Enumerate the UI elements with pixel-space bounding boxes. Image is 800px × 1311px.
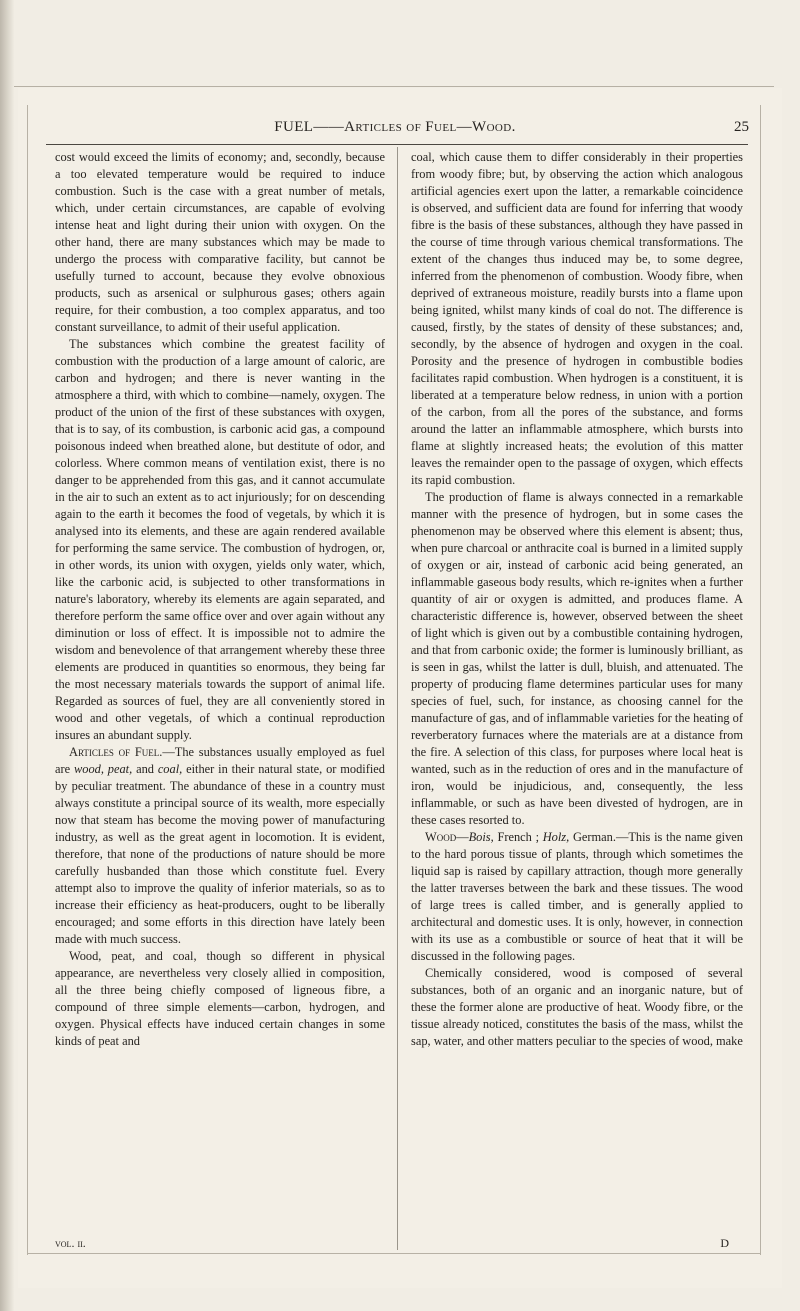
book-binding-shadow — [0, 0, 14, 1311]
header-separator: — — [456, 119, 473, 135]
paragraph: coal, which cause them to differ considerably in their properties from woody fibre; but, by observing the action which analogous artificial agencies exert upon the latter, a remarkable coincidence is observed, and sufficient data are found for inferring that woody fibre is the basis of these substances, although they have passed in the course of time through various chemical transformations. The extent of the changes thus induced may be, to some degree, inferred from the phenomenon of combustion. Woody fibre, when deprived of extraneous moisture, readily bursts into a flame upon being ignited, whilst many kinds of coal do not. The difference is caused, firstly, by the states of density of these substances; and, secondly, by the absence of hydrogen and oxygen in the coal. Porosity and the presence of hydrogen in combustible bodies facilitates rapid combustion. When hydrogen is a constituent, it is liberated at a temperature below redness, in union with a portion of the carbon, from all the pores of the substance, and forms around the latter an inflammable atmosphere, which bursts into flame at slightly increased heats; the evolution of this matter leaves the remainder open to the passage of oxygen, which effects its rapid combustion. — [411, 150, 743, 487]
paragraph: Chemically considered, wood is composed of several substances, both of an organic and an inorganic nature, but of these the former alone are productive of heat. Woody fibre, or the tissue already noticed, constitutes the basis of the mass, whilst the sap, water, and other matters peculiar to the species of wood, make — [411, 966, 743, 1048]
text-run: German.—This is the name given to the hard porous tissue of plants, through which sometimes the liquid sap is raised by capillary attraction, though more generally the latter traverses between the bark and these tissues. The wood of large trees is called timber, and is generally applied to architectural and domestic uses. It is only, however, in connection with its use as a combustible or source of heat that it will be discussed in the following pages. — [411, 830, 743, 963]
signature-mark: D — [720, 1236, 729, 1250]
paragraph-wood — [411, 829, 743, 965]
emphasis-coal: coal, — [157, 762, 183, 776]
text-run: —The substances usually employed as fuel are — [55, 745, 386, 776]
running-header — [35, 119, 755, 141]
header-topic: Articles of Fuel — [344, 119, 457, 135]
header-section: FUEL — [274, 119, 314, 135]
left-column — [55, 149, 385, 1050]
text-run: — — [456, 830, 469, 844]
emphasis-holz: Holz, — [542, 830, 570, 844]
section-heading-articles-of-fuel: Articles of Fuel. — [69, 745, 163, 759]
page-number: 25 — [734, 119, 749, 135]
text-run: French ; — [493, 830, 543, 844]
header-dash: —— — [313, 119, 345, 135]
paragraph: cost would exceed the limits of economy; and, secondly, because a too elevated temperature would be required to induce combustion. Such is the case with a great number of metals, which, under certain circumstances, are capable of evolving intense heat and light during their union with oxygen. On the other hand, there are many substances which may be made to undergo the process with comparative facility, but cannot be usefully turned to account, because they evolve obnoxious products, such as arsenical or sulphurous gases; others again require, for their combustion, a too complex apparatus, and too constant surveillance, to admit of their useful application. — [55, 150, 385, 334]
page-footer — [55, 1236, 745, 1252]
column-divider — [397, 147, 398, 1250]
paragraph: Wood, peat, and coal, though so different in physical appearance, are nevertheless very closely allied in composition, all the three being chiefly composed of ligneous fibre, a compound of three simple elements—carbon, hydrogen, and oxygen. Physical effects have induced certain changes in some kinds of peat and — [55, 949, 385, 1048]
page-frame-right — [760, 105, 761, 1255]
paragraph: The production of flame is always connected in a remarkable manner with the presence of hydrogen, but in some cases the phenomenon may be observed where this element is absent; thus, when pure charcoal or anthracite coal is burned in a limited supply of oxygen or air, instead of carbonic acid being generated, an inflammable gaseous body results, which re-ignites when a further quantity of air or oxygen is admitted, and produces flame. A characteristic difference is, however, observed between the sheet of light which is given out by a combustible containing hydrogen, and that from carbonic oxide; the former is luminously brilliant, as is seen in gas, whilst the latter is dull, bluish, and attenuated. The property of producing flame determines particular uses for many species of fuel, such, for instance, as choosing cannel for the manufacture of gas, and of inflammable varieties for the heating of reverberatory furnaces where the materials are at a distance from the fire. A selection of this class, for purposes where local heat is wanted, such as in the reduction of ores and in the manufacture of iron, would be injudicious, and, consequently, the less inflammable, or such as have been divested of hydrogen, are in these cases resorted to. — [411, 490, 744, 827]
page-top-edge — [14, 86, 774, 87]
text-run: either in their natural state, or modified by peculiar treatment. The abundance of these in a country must always constitute a principal source of its wealth, more especially now that steam has become the moving power of manufacturing industry, as well as the great agent in locomotion. It is evident, therefore, that none of the productions of nature should be more carefully husbanded than those which constitute fuel. Every attempt also to improve the quality of inferior materials, so as to increase their efficiency as heat-producers, ought to be liberally encouraged; and some efforts in this direction have lately been made with much success. — [55, 762, 385, 946]
section-heading-wood: Wood — [425, 830, 457, 844]
header-rule — [46, 144, 748, 145]
paragraph: The substances which combine the greatest facility of combustion with the production of a large amount of caloric, are carbon and hydrogen; and there is never wanting in the atmosphere a third, with which to combine—namely, oxygen. The product of the union of the first of these substances with oxygen, that is to say, of its combustion, is carbonic acid gas, a compound poisonous indeed when breathed alone, but destitute of odor, and colorless. Where common means of ventilation exist, there is no danger to be apprehended from this gas, and it cannot accumulate in the air to such an extent as to act injuriously; for on descending again to the earth it becomes the food of vegetals, by which it is analysed into its elements, and these are again rendered available for performing the same service. The combustion of hydrogen, or, in other words, its union with oxygen, yields only water, which, like the carbonic acid, is subjected to other transformations in nature's laboratory, whereby its elements are again separated, and therefore perform the same office over and over again without any diminution or loss of effect. It is impossible not to admire the wisdom and benevolence of that arrangement whereby these three elements are produced in quantities so enormous, they being far the most necessary materials towards the support of animal life. Regarded as sources of fuel, they are all conveniently stored in wood and other vegetals, of which a continual reproduction insures an abundant supply. — [55, 337, 385, 742]
emphasis-wood-peat: wood, peat, — [73, 762, 133, 776]
header-subtopic: Wood. — [472, 119, 516, 135]
page-frame-left — [27, 105, 28, 1255]
text-run: and — [132, 762, 158, 776]
emphasis-bois: Bois, — [468, 830, 494, 844]
volume-label: vol. ii. — [55, 1236, 86, 1250]
paragraph-articles-of-fuel — [55, 744, 385, 948]
right-column — [411, 149, 743, 1050]
running-title — [35, 119, 755, 136]
page-frame-bottom — [27, 1253, 760, 1254]
